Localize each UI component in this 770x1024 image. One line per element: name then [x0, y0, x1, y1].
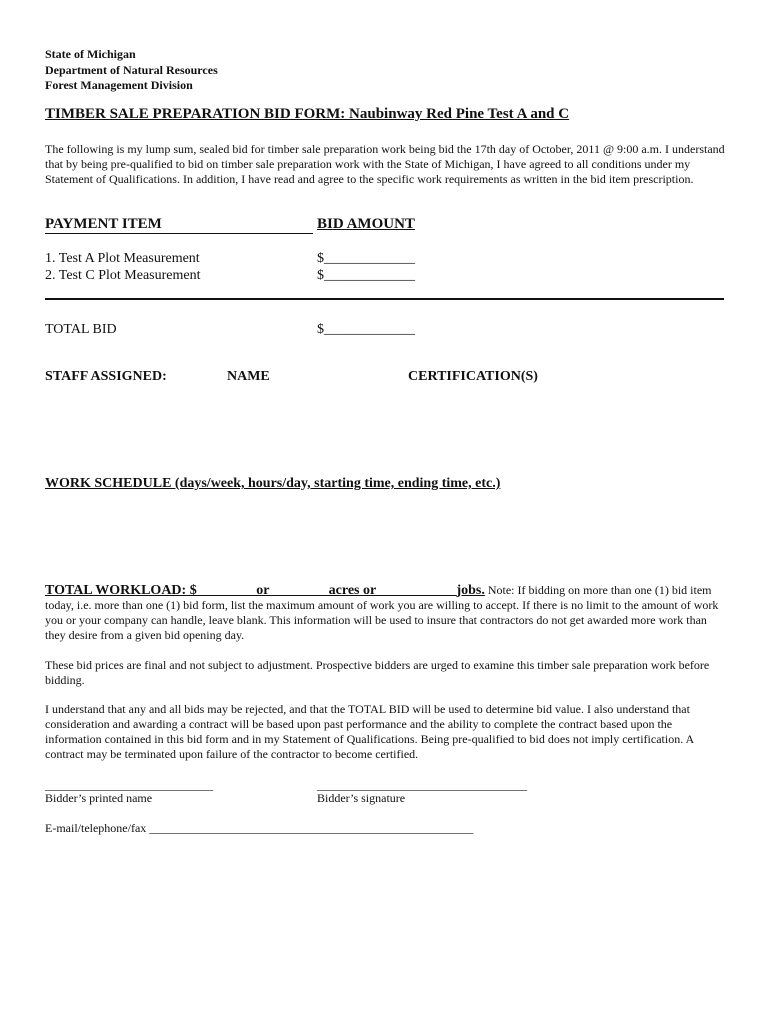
total-workload-paragraph	[45, 583, 730, 643]
staff-assigned-label: STAFF ASSIGNED:	[45, 369, 167, 384]
contact-field[interactable]: E-mail/telephone/fax ______________________________________________________	[45, 821, 474, 835]
agency-state: State of Michigan	[45, 47, 136, 61]
payment-item-2: 2. Test C Plot Measurement	[45, 268, 201, 283]
total-bid-label: TOTAL BID	[45, 322, 117, 337]
bid-prices-paragraph: These bid prices are final and not subject to adjustment. Prospective bidders are urged to examine this timber sale preparation work before bidding.	[45, 658, 710, 687]
agency-division: Forest Management Division	[45, 78, 193, 92]
total-workload-fields[interactable]: TOTAL WORKLOAD: $________ or ________acres or ___________jobs.	[45, 583, 485, 598]
payment-item-1: 1. Test A Plot Measurement	[45, 251, 200, 266]
total-bid-field[interactable]: $_____________	[317, 322, 415, 337]
work-schedule-heading: WORK SCHEDULE (days/week, hours/day, starting time, ending time, etc.)	[45, 476, 501, 491]
bid-rejection-paragraph: I understand that any and all bids may be rejected, and that the TOTAL BID will be used to determine bid value. I also understand that consideration and awarding a contract will be based upon past performance and the ability to complete the contract based upon the information contained in this bid form and in my Statement of Qualifications. Being pre-qualified to bid does not imply certification. A contract may be terminated upon failure of the contractor to become certified.	[45, 702, 694, 761]
payment-item-header: PAYMENT ITEM	[45, 216, 313, 234]
intro-paragraph: The following is my lump sum, sealed bid for timber sale preparation work being bid the 17th day of October, 2011 @ 9:00 a.m. I understand that by being pre-qualified to bid on timber sale preparation work with the State of Michigan, I have agreed to all conditions under my Statement of Qualifications. In addition, I have read and agree to the specific work requirements as written in the bid item prescription.	[45, 142, 725, 186]
staff-assigned-row	[45, 369, 538, 385]
table-divider	[45, 298, 724, 300]
staff-certification-header: CERTIFICATION(S)	[408, 369, 538, 384]
total-workload-note: Note: If bidding on more than one (1) bid item today, i.e. more than one (1) bid form, list the maximum amount of work you are willing to accept. If there is no limit to the amount of work you or your company can handle, leave blank. This information will be used to insure that contractors do not get awarded more work than they desire from a given bid opening day.	[45, 583, 719, 642]
agency-department: Department of Natural Resources	[45, 62, 218, 77]
bid-amount-field-2[interactable]: $_____________	[317, 268, 415, 283]
bid-amount-field-1[interactable]: $_____________	[317, 251, 415, 266]
form-title: TIMBER SALE PREPARATION BID FORM: Naubinway Red Pine Test A and C	[45, 106, 570, 122]
printed-name-line[interactable]: ____________________________	[45, 778, 213, 792]
signature-line[interactable]: ___________________________________	[317, 778, 527, 792]
signature-label: Bidder’s signature	[317, 791, 406, 805]
bid-amount-header: BID AMOUNT	[317, 216, 415, 232]
staff-name-header: NAME	[227, 369, 270, 384]
agency-header	[45, 47, 218, 94]
printed-name-label: Bidder’s printed name	[45, 791, 153, 805]
